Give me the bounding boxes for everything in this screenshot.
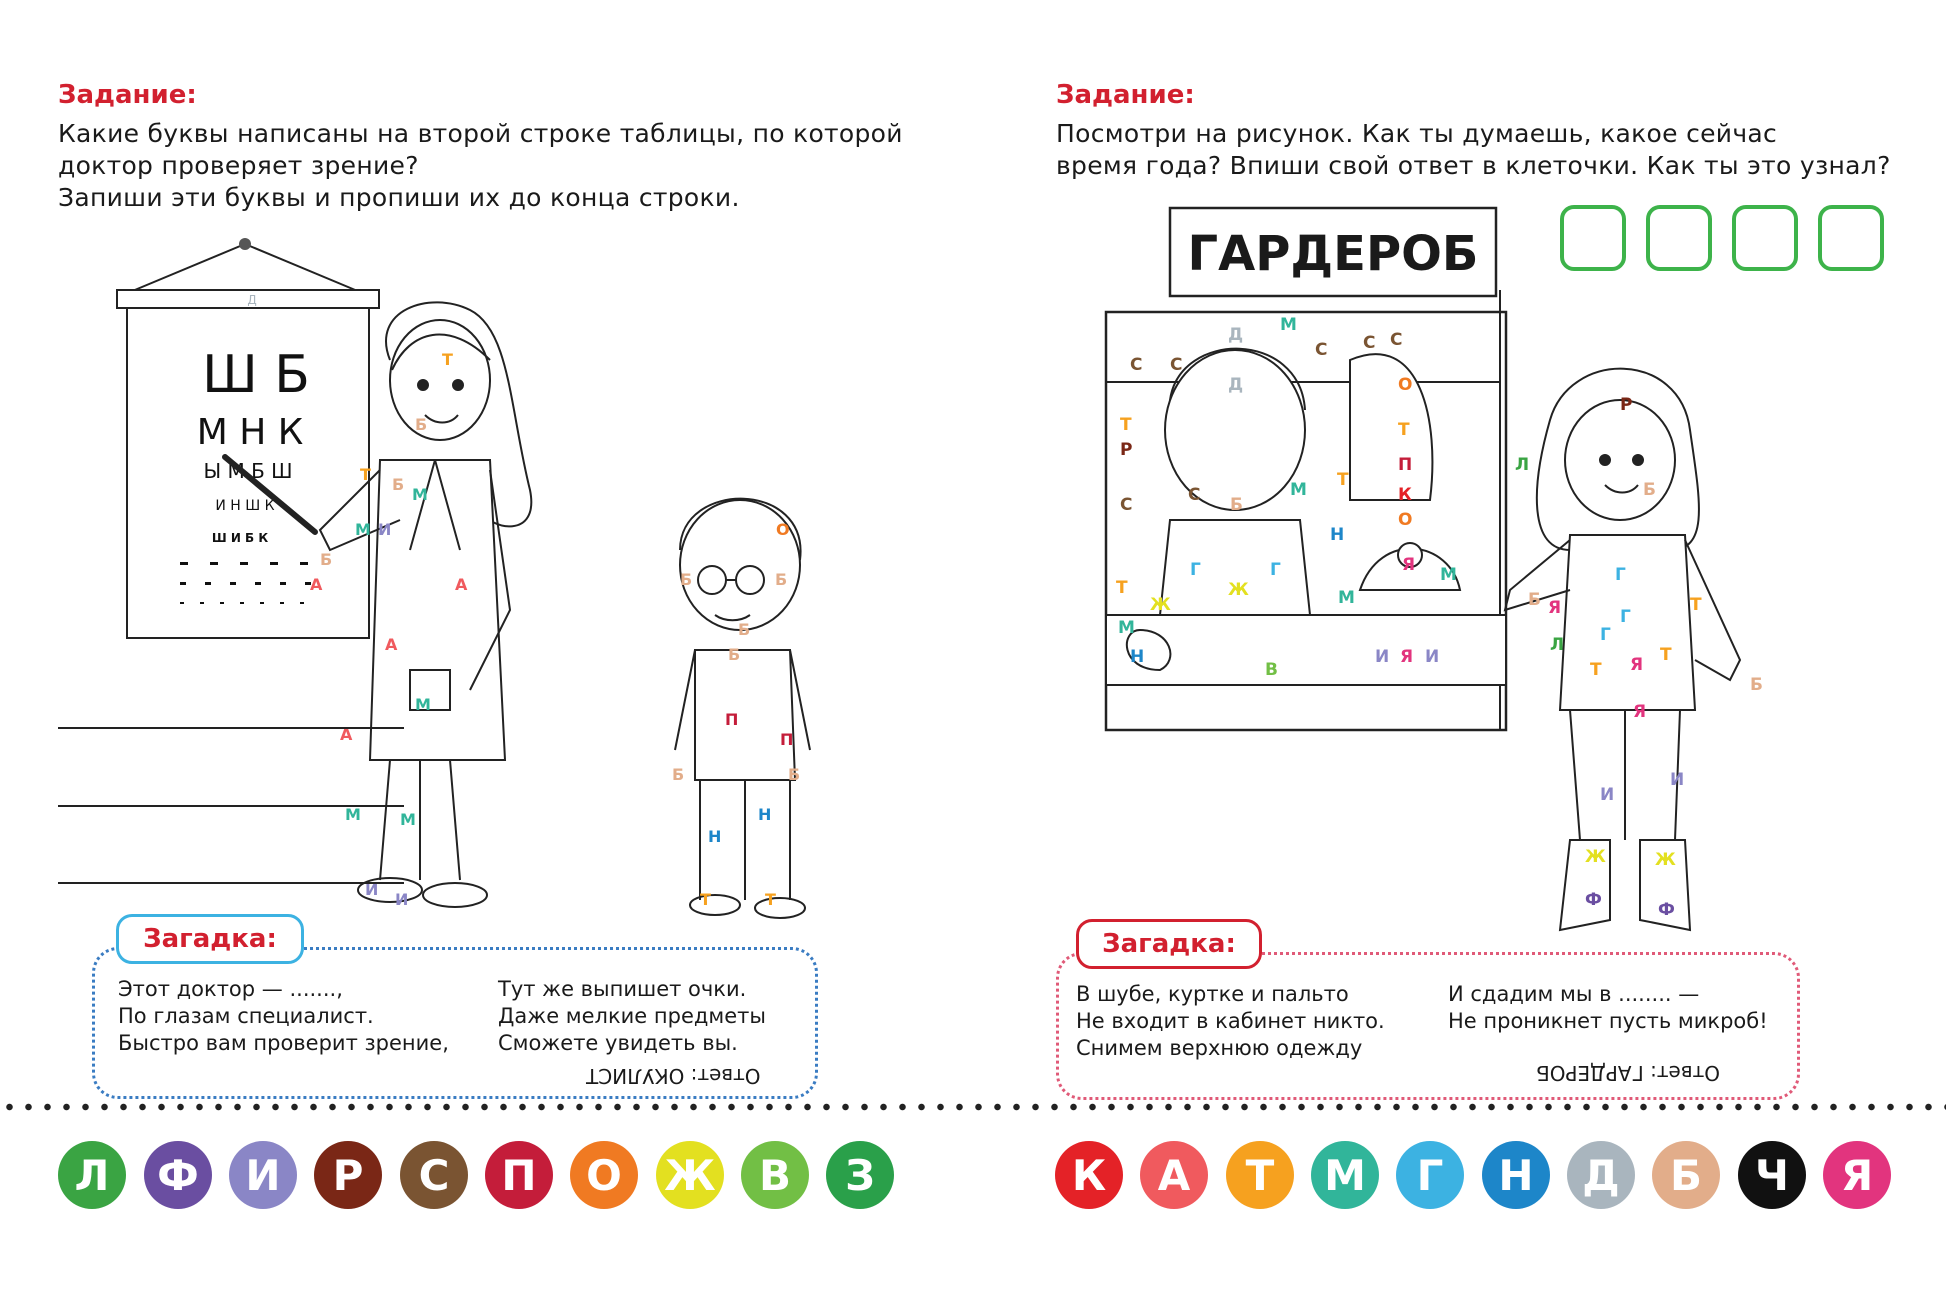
svg-text:Т: Т bbox=[765, 890, 776, 909]
svg-text:И: И bbox=[1600, 785, 1615, 805]
svg-text:С: С bbox=[1363, 333, 1376, 353]
svg-text:Т: Т bbox=[700, 890, 711, 909]
svg-text:Б: Б bbox=[672, 765, 685, 784]
svg-text:Я: Я bbox=[1402, 555, 1416, 575]
svg-text:Д: Д bbox=[1228, 375, 1244, 395]
svg-text:С: С bbox=[1188, 485, 1201, 505]
svg-text:А: А bbox=[455, 575, 468, 594]
answer-box-3[interactable] bbox=[1732, 205, 1798, 271]
doctor-illustration bbox=[310, 290, 630, 930]
legend-circle-ch: Ч bbox=[1738, 1141, 1806, 1209]
answer-box-4[interactable] bbox=[1818, 205, 1884, 271]
answer-box-2[interactable] bbox=[1646, 205, 1712, 271]
svg-text:Ж: Ж bbox=[1150, 595, 1171, 615]
svg-text:М: М bbox=[400, 810, 416, 829]
svg-text:Д: Д bbox=[1228, 325, 1244, 345]
left-riddle-badge: Загадка: bbox=[116, 914, 304, 964]
legend-circle-f: Ф bbox=[144, 1141, 212, 1209]
legend-circle-i: И bbox=[229, 1141, 297, 1209]
answer-box-1[interactable] bbox=[1560, 205, 1626, 271]
svg-text:С: С bbox=[1130, 355, 1143, 375]
left-task-line: доктор проверяет зрение? bbox=[58, 151, 419, 180]
riddle-line: Не проникнет пусть микроб! bbox=[1448, 1009, 1768, 1033]
svg-text:Ф: Ф bbox=[1585, 890, 1602, 910]
svg-text:Л: Л bbox=[1550, 635, 1565, 655]
svg-text:Г: Г bbox=[1620, 607, 1631, 627]
riddle-line: Даже мелкие предметы bbox=[498, 1004, 766, 1028]
right-task-line: Посмотри на рисунок. Как ты думаешь, какое сейчас bbox=[1056, 119, 1778, 148]
svg-text:Т: Т bbox=[1590, 660, 1602, 680]
legend-circle-t: Т bbox=[1226, 1141, 1294, 1209]
left-task-title: Задание: bbox=[58, 80, 197, 110]
answer-line-2[interactable] bbox=[58, 805, 404, 807]
right-riddle-col-1 bbox=[1076, 981, 1385, 1062]
riddle-line: И сдадим мы в ........ — bbox=[1448, 982, 1700, 1006]
legend-circle-g: Г bbox=[1396, 1141, 1464, 1209]
left-riddle-col-1 bbox=[118, 976, 449, 1057]
eye-chart-row-5: Ш И Б К bbox=[211, 531, 269, 545]
svg-text:Б: Б bbox=[680, 570, 693, 589]
legend-circle-n: Н bbox=[1482, 1141, 1550, 1209]
riddle-line: Сможете увидеть вы. bbox=[498, 1031, 738, 1055]
svg-text:С: С bbox=[1390, 330, 1403, 350]
svg-text:И: И bbox=[1425, 647, 1440, 667]
legend-circle-v: В bbox=[741, 1141, 809, 1209]
svg-text:Н: Н bbox=[758, 805, 772, 824]
svg-text:Я: Я bbox=[1548, 598, 1562, 618]
riddle-line: По глазам специалист. bbox=[118, 1004, 374, 1028]
riddle-line: Снимем верхнюю одежду bbox=[1076, 1036, 1363, 1060]
riddle-line: Не входит в кабинет никто. bbox=[1076, 1009, 1385, 1033]
legend-circle-zh: Ж bbox=[656, 1141, 724, 1209]
svg-text:М: М bbox=[1118, 618, 1135, 638]
legend-circle-b: Б bbox=[1652, 1141, 1720, 1209]
svg-text:Б: Б bbox=[1528, 590, 1541, 610]
svg-text:К: К bbox=[1398, 485, 1412, 505]
svg-text:В: В bbox=[1265, 660, 1278, 680]
cloakroom-sign-text: ГАРДЕРОБ bbox=[1187, 226, 1479, 282]
legend-circle-a: А bbox=[1140, 1141, 1208, 1209]
left-riddle-col-2 bbox=[498, 976, 766, 1057]
svg-text:И: И bbox=[1670, 770, 1685, 790]
svg-text:Я: Я bbox=[1633, 702, 1647, 722]
legend-circle-ya: Я bbox=[1823, 1141, 1891, 1209]
svg-text:О: О bbox=[1398, 510, 1413, 530]
answer-line-3[interactable] bbox=[58, 882, 404, 884]
svg-text:Ж: Ж bbox=[1655, 850, 1676, 870]
svg-text:Р: Р bbox=[1620, 395, 1633, 415]
svg-text:Б: Б bbox=[728, 645, 741, 664]
boy-illustration bbox=[660, 480, 830, 920]
legend-circle-z: З bbox=[826, 1141, 894, 1209]
dotted-divider bbox=[0, 1102, 1946, 1112]
eye-chart-top-letter: Д bbox=[247, 293, 257, 307]
legend-circle-o: О bbox=[570, 1141, 638, 1209]
svg-text:Т: Т bbox=[1116, 578, 1128, 598]
svg-text:Г: Г bbox=[1615, 565, 1626, 585]
right-riddle-answer: Ответ: ГАРДЕРОБ bbox=[1536, 1061, 1720, 1085]
svg-text:И: И bbox=[1375, 647, 1390, 667]
left-task-line: Запиши эти буквы и пропиши их до конца строки. bbox=[58, 183, 740, 212]
svg-text:Г: Г bbox=[1270, 560, 1281, 580]
svg-text:А: А bbox=[340, 725, 353, 744]
right-task-text bbox=[1056, 118, 1891, 182]
legend-circle-d: Д bbox=[1567, 1141, 1635, 1209]
right-riddle-col-2 bbox=[1448, 981, 1768, 1035]
svg-text:Ж: Ж bbox=[1585, 847, 1606, 867]
svg-text:Б: Б bbox=[1643, 480, 1656, 500]
svg-text:М: М bbox=[1338, 588, 1355, 608]
svg-text:Г: Г bbox=[1600, 625, 1611, 645]
eye-chart-row-4: И Н Ш К bbox=[215, 498, 275, 514]
svg-text:М: М bbox=[1280, 315, 1297, 335]
svg-text:М: М bbox=[415, 695, 431, 714]
svg-text:П: П bbox=[725, 710, 739, 729]
svg-text:М: М bbox=[1290, 480, 1307, 500]
svg-text:Б: Б bbox=[392, 475, 405, 494]
svg-text:М: М bbox=[1440, 565, 1457, 585]
svg-text:Г: Г bbox=[1190, 560, 1201, 580]
svg-text:Ж: Ж bbox=[1228, 580, 1249, 600]
svg-text:Ф: Ф bbox=[1658, 900, 1675, 920]
svg-text:Т: Т bbox=[1337, 470, 1349, 490]
svg-text:С: С bbox=[1315, 340, 1328, 360]
svg-text:С: С bbox=[1120, 495, 1133, 515]
svg-text:Р: Р bbox=[1120, 440, 1133, 460]
svg-text:Т: Т bbox=[1690, 595, 1702, 615]
right-riddle-badge: Загадка: bbox=[1076, 919, 1262, 969]
eye-chart-row-3: Ы М Б Ш bbox=[203, 459, 293, 483]
answer-line-1[interactable] bbox=[58, 727, 404, 729]
legend-circle-s: С bbox=[400, 1141, 468, 1209]
cloakroom-illustration bbox=[1100, 200, 1530, 740]
legend-circle-l: Л bbox=[58, 1141, 126, 1209]
svg-text:М: М bbox=[412, 485, 428, 504]
svg-text:О: О bbox=[1398, 375, 1413, 395]
riddle-line: Тут же выпишет очки. bbox=[498, 977, 747, 1001]
riddle-line: Этот доктор — ......., bbox=[118, 977, 343, 1001]
svg-text:Я: Я bbox=[1400, 647, 1414, 667]
svg-text:Н: Н bbox=[708, 827, 722, 846]
svg-text:Б: Б bbox=[738, 620, 751, 639]
svg-text:С: С bbox=[1170, 355, 1183, 375]
svg-text:Б: Б bbox=[415, 415, 428, 434]
left-task-line: Какие буквы написаны на второй строке таблицы, по которой bbox=[58, 119, 903, 148]
legend-circle-m: М bbox=[1311, 1141, 1379, 1209]
riddle-line: Быстро вам проверит зрение, bbox=[118, 1031, 449, 1055]
legend-circle-r: Р bbox=[314, 1141, 382, 1209]
svg-text:Т: Т bbox=[360, 465, 371, 484]
left-riddle-answer: Ответ: ОКУЛИСТ bbox=[586, 1064, 761, 1088]
svg-text:Б: Б bbox=[1230, 495, 1243, 515]
svg-text:Б: Б bbox=[788, 765, 801, 784]
riddle-line: В шубе, куртке и пальто bbox=[1076, 982, 1349, 1006]
svg-text:Л: Л bbox=[1515, 455, 1530, 475]
svg-text:Т: Т bbox=[442, 350, 453, 369]
legend-circle-k: К bbox=[1055, 1141, 1123, 1209]
svg-text:Б: Б bbox=[1750, 675, 1763, 695]
svg-text:А: А bbox=[310, 575, 323, 594]
svg-text:П: П bbox=[1398, 455, 1413, 475]
svg-text:О: О bbox=[776, 520, 790, 539]
svg-text:Н: Н bbox=[1130, 647, 1145, 667]
legend-circle-p: П bbox=[485, 1141, 553, 1209]
svg-text:Н: Н bbox=[1330, 525, 1345, 545]
left-task-text bbox=[58, 118, 903, 214]
eye-chart-row-2: М Н К bbox=[196, 412, 304, 453]
svg-text:И: И bbox=[395, 890, 409, 909]
girl-illustration bbox=[1490, 360, 1820, 940]
svg-text:Т: Т bbox=[1660, 645, 1672, 665]
svg-text:Т: Т bbox=[1120, 415, 1132, 435]
eye-chart-row-1: Ш Б bbox=[202, 345, 310, 405]
right-task-title: Задание: bbox=[1056, 80, 1195, 110]
right-task-line: время года? Впиши свой ответ в клеточки. Как ты это узнал? bbox=[1056, 151, 1891, 180]
svg-text:Я: Я bbox=[1630, 655, 1644, 675]
svg-text:И: И bbox=[365, 880, 379, 899]
svg-text:Б: Б bbox=[775, 570, 788, 589]
svg-text:А: А bbox=[385, 635, 398, 654]
svg-text:Б: Б bbox=[320, 550, 333, 569]
svg-text:Т: Т bbox=[1398, 420, 1410, 440]
svg-text:П: П bbox=[780, 730, 794, 749]
svg-text:М: М bbox=[355, 520, 371, 539]
svg-text:М: М bbox=[345, 805, 361, 824]
svg-text:И: И bbox=[378, 520, 392, 539]
